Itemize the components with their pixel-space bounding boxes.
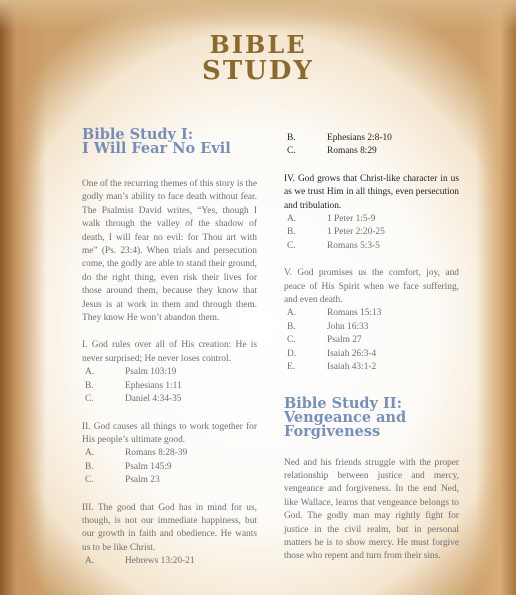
point4-ref-a: [284, 213, 459, 226]
page-title-line2: STUDY: [202, 56, 314, 86]
ref-letter: A.: [287, 308, 297, 319]
point2-ref-a: [82, 447, 257, 460]
ref-letter: C.: [287, 146, 296, 157]
ref-text: Daniel 4:34-35: [125, 394, 182, 405]
page-title-line1: BIBLE: [209, 30, 307, 59]
point3-ref-b: [284, 132, 459, 145]
study1-heading: [82, 128, 257, 156]
ref-letter: C.: [85, 475, 94, 486]
ref-letter: C.: [85, 394, 94, 405]
ref-text: Romans 15:13: [327, 308, 382, 319]
ref-letter: B.: [85, 461, 94, 472]
point1-text: I. God rules over all of His creation: He is never surprised; He never loses control.: [82, 340, 257, 364]
point2-ref-c: [82, 474, 257, 487]
point3-text: III. The good that God has in mind for us, though, is not our immediate happiness, but our growth in faith and obedience. He wants us to be like Christ.: [82, 502, 257, 553]
ref-letter: C.: [287, 240, 296, 251]
ref-letter: A.: [85, 367, 95, 378]
point5-ref-c: [284, 334, 459, 347]
ref-letter: C.: [287, 335, 296, 346]
ref-text: Romans 8:28-39: [125, 448, 188, 459]
ref-letter: D.: [287, 348, 297, 359]
study1-intro: One of the recurring themes of this story is the godly man’s ability to face death without fear. The Psalmist David writes, “Yes, though I walk through the valley of the shadow of death, I will fear no evil: for Thou art with me” (Ps. 23:4). When trials and persecution come, the godly are able to stand their ground, do the right thing, even risk their lives for those around them, because they know that Jesus is at work in them and through them. They know He won’t abandon them.: [82, 179, 257, 324]
point5-ref-e: [284, 361, 459, 374]
point3-ref-c: [284, 145, 459, 158]
left-column: [82, 128, 257, 569]
point2-text: II. God causes all things to work together for His people’s ultimate good.: [82, 421, 257, 445]
study2-heading: [284, 394, 459, 440]
point5-text: V. God promises us the comfort, joy, and peace of His Spirit when we face suffering, and even death.: [284, 268, 459, 306]
ref-text: Hebrews 13:20-21: [125, 556, 195, 567]
ref-text: Isaiah 43:1-2: [327, 362, 377, 373]
ref-text: Psalm 23: [125, 475, 160, 486]
point1-ref-c: [82, 393, 257, 406]
ref-text: Romans 8:29: [327, 146, 377, 157]
study2-heading-line1: Bible Study II:: [284, 394, 402, 412]
point5-ref-d: [284, 348, 459, 361]
study1-heading-line2: I Will Fear No Evil: [82, 140, 231, 157]
ref-text: Psalm 103:19: [125, 367, 177, 378]
ref-text: Romans 5:3-5: [327, 240, 380, 251]
point5-ref-b: [284, 321, 459, 334]
study1-heading-line1: Bible Study I:: [82, 126, 194, 143]
ref-text: Psalm 145:9: [125, 461, 172, 472]
ref-letter: A.: [287, 214, 297, 225]
point4-ref-c: [284, 240, 459, 253]
point1-ref-a: [82, 366, 257, 379]
point2-ref-b: [82, 461, 257, 474]
ref-text: John 16:33: [327, 321, 369, 332]
ref-text: Ephesians 2:8-10: [327, 133, 392, 143]
point1-ref-b: [82, 380, 257, 393]
ref-letter: B.: [85, 380, 94, 391]
right-column: [284, 132, 459, 564]
point4-ref-b: [284, 226, 459, 239]
ref-text: Isaiah 26:3-4: [327, 348, 377, 359]
ref-text: 1 Peter 1:5-9: [327, 214, 376, 225]
ref-letter: A.: [85, 448, 95, 459]
ref-letter: B.: [287, 227, 296, 238]
point5-ref-a: [284, 307, 459, 320]
point4-text: IV. God grows that Christ-like character in us as we trust Him in all things, even persecution and tribulation.: [284, 173, 459, 211]
ref-letter: A.: [85, 556, 95, 567]
ref-text: Psalm 27: [327, 335, 362, 346]
ref-letter: B.: [287, 321, 296, 332]
study2-intro: Ned and his friends struggle with the proper relationship between justice and mercy, vengeance and forgiveness. In the end Ned, like Wallace, learns that vengeance belongs to God. The godly man may rightly fight for justice in the civil realm, but in personal matters he is to show mercy. He must forgive those who repent and turn from their sins.: [284, 457, 459, 562]
ref-letter: B.: [287, 133, 296, 143]
point3-ref-a: [82, 555, 257, 568]
ref-letter: E.: [287, 362, 296, 373]
study2-heading-line2: Vengeance and Forgiveness: [284, 408, 407, 440]
ref-text: 1 Peter 2:20-25: [327, 227, 385, 238]
ref-text: Ephesians 1:11: [125, 380, 182, 391]
